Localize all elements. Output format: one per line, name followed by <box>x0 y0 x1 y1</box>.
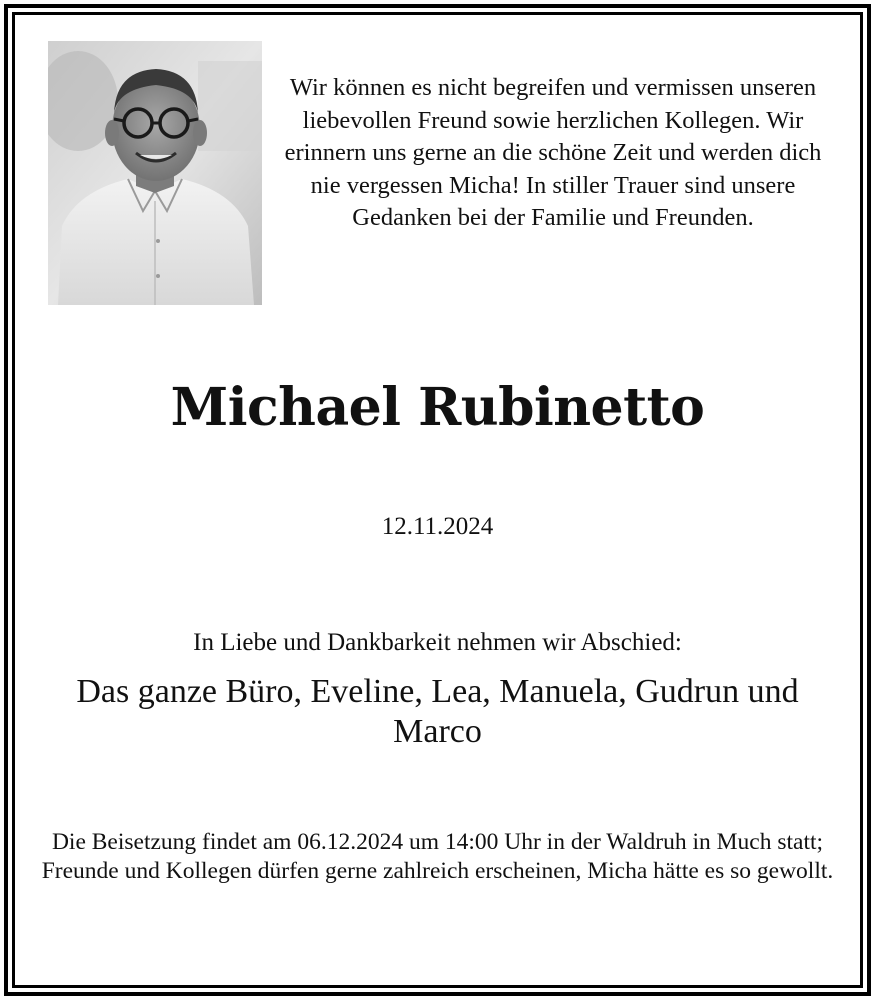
deceased-name: Michael Rubinetto <box>170 377 705 438</box>
intro-message: Wir können es nicht begreifen und vermissen unseren liebevollen Freund sowie herzlichen Kollegen. Wir erinnern uns gerne an die schöne Zeit und werden dich nie vergessen Micha! In stiller Trauer sind unsere Gedanken bei der Familie und Freunden. <box>284 74 822 231</box>
date-of-death: 12.11.2024 <box>381 513 494 540</box>
farewell-line: In Liebe und Dankbarkeit nehmen wir Abschied: <box>193 629 682 656</box>
mourners-list: Das ganze Büro, Eveline, Lea, Manuela, Gudrun und Marco <box>76 673 799 750</box>
funeral-info: Die Beisetzung findet am 06.12.2024 um 14:00 Uhr in der Waldruh in Much statt; Freunde und Kollegen dürfen gerne zahlreich erscheinen, Micha hätte es so gewollt. <box>41 829 834 884</box>
portrait-photo <box>48 41 262 305</box>
